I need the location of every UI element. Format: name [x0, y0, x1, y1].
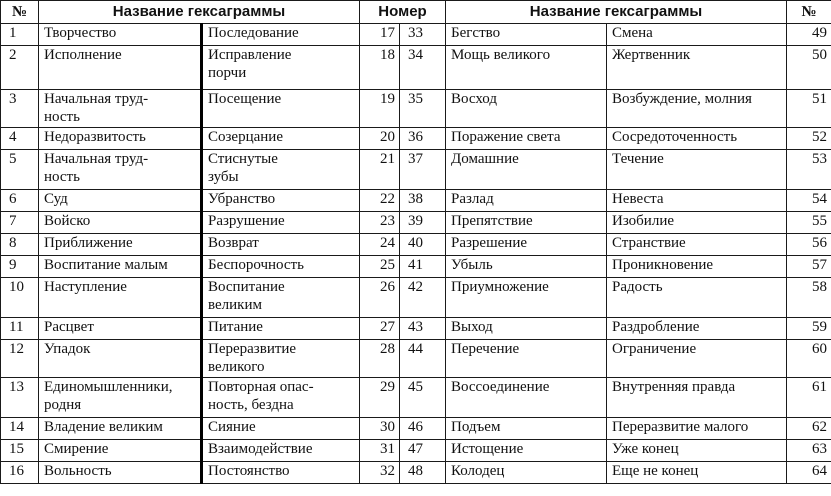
hexagram-number-right: 62: [787, 418, 831, 440]
hexagram-name-b: [202, 278, 360, 318]
cell-text-line: Поражение света: [451, 129, 561, 145]
table-row: [1, 462, 831, 484]
hexagram-name-c: [446, 440, 607, 462]
table-row: [1, 440, 831, 462]
cell-text-line: Восход: [451, 91, 497, 107]
hexagram-number-left: 15: [1, 440, 39, 462]
cell-text-line: Воссоединение: [451, 379, 550, 395]
hexagram-number-mid-right: 47: [400, 440, 446, 462]
table-row: [1, 234, 831, 256]
hexagram-number-left: 5: [1, 150, 39, 190]
hexagram-name-a: [39, 128, 202, 150]
cell-text-line: Разрушение: [208, 213, 285, 229]
header-name-left: Название гексаграммы: [39, 1, 360, 24]
cell-text-line: Повторная опас-: [208, 379, 314, 395]
cell-text-line: Воспитание малым: [44, 257, 168, 273]
cell-text-line: Препятствие: [451, 213, 533, 229]
hexagram-name-c: [446, 24, 607, 46]
hexagram-name-d: [607, 90, 787, 128]
table-row: [1, 378, 831, 418]
hexagram-name-d: [607, 440, 787, 462]
hexagram-name-d: [607, 212, 787, 234]
cell-text-line: Подъем: [451, 419, 501, 435]
cell-text-line: Домашние: [451, 151, 519, 167]
hexagram-number-left: 2: [1, 46, 39, 90]
cell-text-line: Приближение: [44, 235, 133, 251]
hexagram-name-d: [607, 378, 787, 418]
hexagram-number-left: 11: [1, 318, 39, 340]
hexagram-name-a: [39, 418, 202, 440]
hexagram-name-b: [202, 418, 360, 440]
cell-text-line: Убранство: [208, 191, 276, 207]
hexagram-number-mid-right: 42: [400, 278, 446, 318]
hexagram-number-left: 4: [1, 128, 39, 150]
hexagram-number-right: 51: [787, 90, 831, 128]
hexagram-number-right: 60: [787, 340, 831, 378]
hexagram-name-b: [202, 128, 360, 150]
hexagram-number-mid-left: 21: [360, 150, 400, 190]
cell-text-line: Начальная труд-: [44, 91, 149, 107]
hexagram-name-c: [446, 46, 607, 90]
hexagram-name-d: [607, 150, 787, 190]
cell-text-line: Войско: [44, 213, 91, 229]
cell-text-line: Колодец: [451, 463, 505, 479]
cell-text-line: Невеста: [612, 191, 664, 207]
cell-text-line: Внутренняя правда: [612, 379, 736, 395]
cell-text-line: Течение: [612, 151, 664, 167]
hexagram-number-mid-left: 26: [360, 278, 400, 318]
hexagram-number-mid-left: 20: [360, 128, 400, 150]
hexagram-name-a: [39, 90, 202, 128]
hexagram-number-left: 8: [1, 234, 39, 256]
hexagram-number-left: 3: [1, 90, 39, 128]
table-row: [1, 318, 831, 340]
hexagram-number-mid-left: 30: [360, 418, 400, 440]
hexagram-name-c: [446, 212, 607, 234]
table-row: [1, 278, 831, 318]
cell-text-line: Начальная труд-: [44, 151, 149, 167]
hexagram-number-right: 64: [787, 462, 831, 484]
cell-text-line: Упадок: [44, 341, 91, 357]
cell-text-line: Ограничение: [612, 341, 697, 357]
cell-text-line: Исправление: [208, 47, 292, 63]
hexagram-name-b: [202, 440, 360, 462]
table-row: [1, 90, 831, 128]
hexagram-number-right: 54: [787, 190, 831, 212]
hexagram-number-mid-right: 45: [400, 378, 446, 418]
table-row: [1, 340, 831, 378]
table-row: [1, 256, 831, 278]
hexagram-number-mid-left: 27: [360, 318, 400, 340]
hexagram-name-c: [446, 90, 607, 128]
cell-text-line: Единомышленники,: [44, 379, 173, 395]
hexagram-name-b: [202, 234, 360, 256]
hexagram-number-right: 50: [787, 46, 831, 90]
hexagram-name-d: [607, 278, 787, 318]
hexagram-number-mid-right: 41: [400, 256, 446, 278]
hexagram-name-d: [607, 190, 787, 212]
hexagram-name-b: [202, 190, 360, 212]
cell-text-line: Выход: [451, 319, 493, 335]
cell-text-line: Раздробление: [612, 319, 700, 335]
cell-text-line: Возбуждение, молния: [612, 91, 752, 107]
cell-text-line: Проникновение: [612, 257, 714, 273]
hexagram-number-right: 56: [787, 234, 831, 256]
cell-text-line: Странствие: [612, 235, 686, 251]
hexagram-number-mid-right: 35: [400, 90, 446, 128]
hexagram-name-d: [607, 462, 787, 484]
cell-text-line: Смена: [612, 25, 653, 41]
hexagram-name-d: [607, 340, 787, 378]
cell-text-line: зубы: [208, 169, 239, 185]
cell-text-line: Разлад: [451, 191, 494, 207]
hexagram-number-mid-left: 22: [360, 190, 400, 212]
cell-text-line: Жертвенник: [612, 47, 691, 63]
cell-text-line: Вольность: [44, 463, 112, 479]
hexagram-number-right: 55: [787, 212, 831, 234]
hexagram-name-c: [446, 190, 607, 212]
cell-text-line: Суд: [44, 191, 68, 207]
cell-text-line: Воспитание: [208, 279, 285, 295]
hexagram-number-left: 6: [1, 190, 39, 212]
header-row: [1, 1, 831, 24]
header-number: Номер: [360, 1, 446, 24]
cell-text-line: Изобилие: [612, 213, 674, 229]
cell-text-line: великим: [208, 297, 262, 313]
hexagram-number-mid-right: 36: [400, 128, 446, 150]
hexagram-number-right: 58: [787, 278, 831, 318]
cell-text-line: порчи: [208, 65, 247, 81]
hexagram-name-d: [607, 128, 787, 150]
hexagram-number-mid-left: 17: [360, 24, 400, 46]
hexagram-number-right: 63: [787, 440, 831, 462]
header-num-left: №: [1, 1, 39, 24]
cell-text-line: Бегство: [451, 25, 501, 41]
cell-text-line: Созерцание: [208, 129, 283, 145]
hexagram-name-a: [39, 150, 202, 190]
hexagram-number-right: 57: [787, 256, 831, 278]
table-row: [1, 190, 831, 212]
hexagram-number-left: 9: [1, 256, 39, 278]
hexagram-name-a: [39, 318, 202, 340]
hexagram-number-left: 16: [1, 462, 39, 484]
hexagram-name-b: [202, 318, 360, 340]
hexagram-number-mid-left: 28: [360, 340, 400, 378]
hexagram-name-a: [39, 340, 202, 378]
hexagram-number-mid-right: 33: [400, 24, 446, 46]
hexagram-name-c: [446, 150, 607, 190]
hexagram-number-mid-right: 39: [400, 212, 446, 234]
hexagram-number-mid-left: 31: [360, 440, 400, 462]
hexagram-number-mid-right: 37: [400, 150, 446, 190]
hexagram-name-c: [446, 278, 607, 318]
hexagram-number-mid-left: 18: [360, 46, 400, 90]
hexagram-name-d: [607, 418, 787, 440]
cell-text-line: Наступление: [44, 279, 127, 295]
hexagram-number-mid-right: 40: [400, 234, 446, 256]
hexagram-number-mid-left: 24: [360, 234, 400, 256]
table-row: [1, 128, 831, 150]
hexagram-name-b: [202, 90, 360, 128]
hexagram-number-mid-right: 38: [400, 190, 446, 212]
cell-text-line: Уже конец: [612, 441, 679, 457]
cell-text-line: Приумножение: [451, 279, 549, 295]
hexagram-name-a: [39, 212, 202, 234]
hexagram-name-a: [39, 440, 202, 462]
cell-text-line: Еще не конец: [612, 463, 699, 479]
cell-text-line: родня: [44, 397, 82, 413]
hexagram-name-b: [202, 340, 360, 378]
hexagram-name-d: [607, 234, 787, 256]
cell-text-line: Стиснутые: [208, 151, 278, 167]
hexagram-name-d: [607, 46, 787, 90]
cell-text-line: Исполнение: [44, 47, 122, 63]
hexagram-name-a: [39, 378, 202, 418]
cell-text-line: великого: [208, 359, 265, 375]
cell-text-line: Владение великим: [44, 419, 163, 435]
cell-text-line: Перечение: [451, 341, 520, 357]
hexagram-number-right: 61: [787, 378, 831, 418]
hexagram-name-b: [202, 150, 360, 190]
cell-text-line: Сияние: [208, 419, 256, 435]
cell-text-line: Последование: [208, 25, 299, 41]
hexagram-number-right: 52: [787, 128, 831, 150]
hexagram-name-b: [202, 256, 360, 278]
hexagram-name-d: [607, 318, 787, 340]
cell-text-line: Расцвет: [44, 319, 94, 335]
cell-text-line: Мощь великого: [451, 47, 551, 63]
header-name-right: Название гексаграммы: [446, 1, 787, 24]
cell-text-line: Питание: [208, 319, 263, 335]
hexagram-name-d: [607, 24, 787, 46]
hexagram-name-b: [202, 24, 360, 46]
cell-text-line: Постоянство: [208, 463, 290, 479]
cell-text-line: Сосредоточенность: [612, 129, 738, 145]
header-num-right: №: [787, 1, 831, 24]
cell-text-line: Переразвитие малого: [612, 419, 749, 435]
hexagram-name-c: [446, 256, 607, 278]
hexagram-number-mid-right: 43: [400, 318, 446, 340]
cell-text-line: ность: [44, 109, 80, 125]
hexagram-number-left: 7: [1, 212, 39, 234]
hexagram-name-c: [446, 318, 607, 340]
table-row: [1, 46, 831, 90]
cell-text-line: Истощение: [451, 441, 524, 457]
hexagram-name-b: [202, 378, 360, 418]
table-body: [1, 24, 831, 484]
hexagram-name-a: [39, 256, 202, 278]
table-row: [1, 212, 831, 234]
hexagram-name-a: [39, 234, 202, 256]
hexagram-name-c: [446, 128, 607, 150]
hexagram-number-right: 59: [787, 318, 831, 340]
hexagram-number-mid-right: 46: [400, 418, 446, 440]
hexagram-number-mid-right: 44: [400, 340, 446, 378]
cell-text-line: ность: [44, 169, 80, 185]
hexagram-name-a: [39, 46, 202, 90]
hexagram-name-c: [446, 462, 607, 484]
cell-text-line: ность, бездна: [208, 397, 294, 413]
table-row: [1, 418, 831, 440]
cell-text-line: Недоразвитость: [44, 129, 146, 145]
cell-text-line: Взаимодействие: [208, 441, 313, 457]
cell-text-line: Разрешение: [451, 235, 528, 251]
hexagram-name-d: [607, 256, 787, 278]
hexagram-number-left: 13: [1, 378, 39, 418]
hexagram-number-mid-left: 29: [360, 378, 400, 418]
table-row: [1, 24, 831, 46]
hexagram-number-mid-left: 25: [360, 256, 400, 278]
hexagram-number-left: 10: [1, 278, 39, 318]
hexagram-number-right: 49: [787, 24, 831, 46]
hexagram-number-left: 1: [1, 24, 39, 46]
cell-text-line: Убыль: [451, 257, 493, 273]
hexagram-name-c: [446, 418, 607, 440]
cell-text-line: Возврат: [208, 235, 259, 251]
hexagram-number-left: 12: [1, 340, 39, 378]
table-row: [1, 150, 831, 190]
cell-text-line: Творчество: [44, 25, 117, 41]
hexagram-number-right: 53: [787, 150, 831, 190]
hexagram-name-c: [446, 234, 607, 256]
hexagram-number-mid-right: 48: [400, 462, 446, 484]
cell-text-line: Переразвитие: [208, 341, 297, 357]
hexagram-number-mid-left: 23: [360, 212, 400, 234]
hexagram-name-a: [39, 190, 202, 212]
cell-text-line: Беспорочность: [208, 257, 304, 273]
hexagram-number-mid-left: 19: [360, 90, 400, 128]
hexagram-name-c: [446, 378, 607, 418]
hexagram-name-a: [39, 24, 202, 46]
cell-text-line: Радость: [612, 279, 663, 295]
hexagram-number-mid-right: 34: [400, 46, 446, 90]
hexagram-name-b: [202, 46, 360, 90]
hexagram-number-left: 14: [1, 418, 39, 440]
hexagram-name-c: [446, 340, 607, 378]
cell-text-line: Смирение: [44, 441, 109, 457]
cell-text-line: Посещение: [208, 91, 282, 107]
hexagram-name-b: [202, 212, 360, 234]
hexagram-name-a: [39, 278, 202, 318]
hexagram-name-a: [39, 462, 202, 484]
hexagram-name-b: [202, 462, 360, 484]
hexagram-number-mid-left: 32: [360, 462, 400, 484]
